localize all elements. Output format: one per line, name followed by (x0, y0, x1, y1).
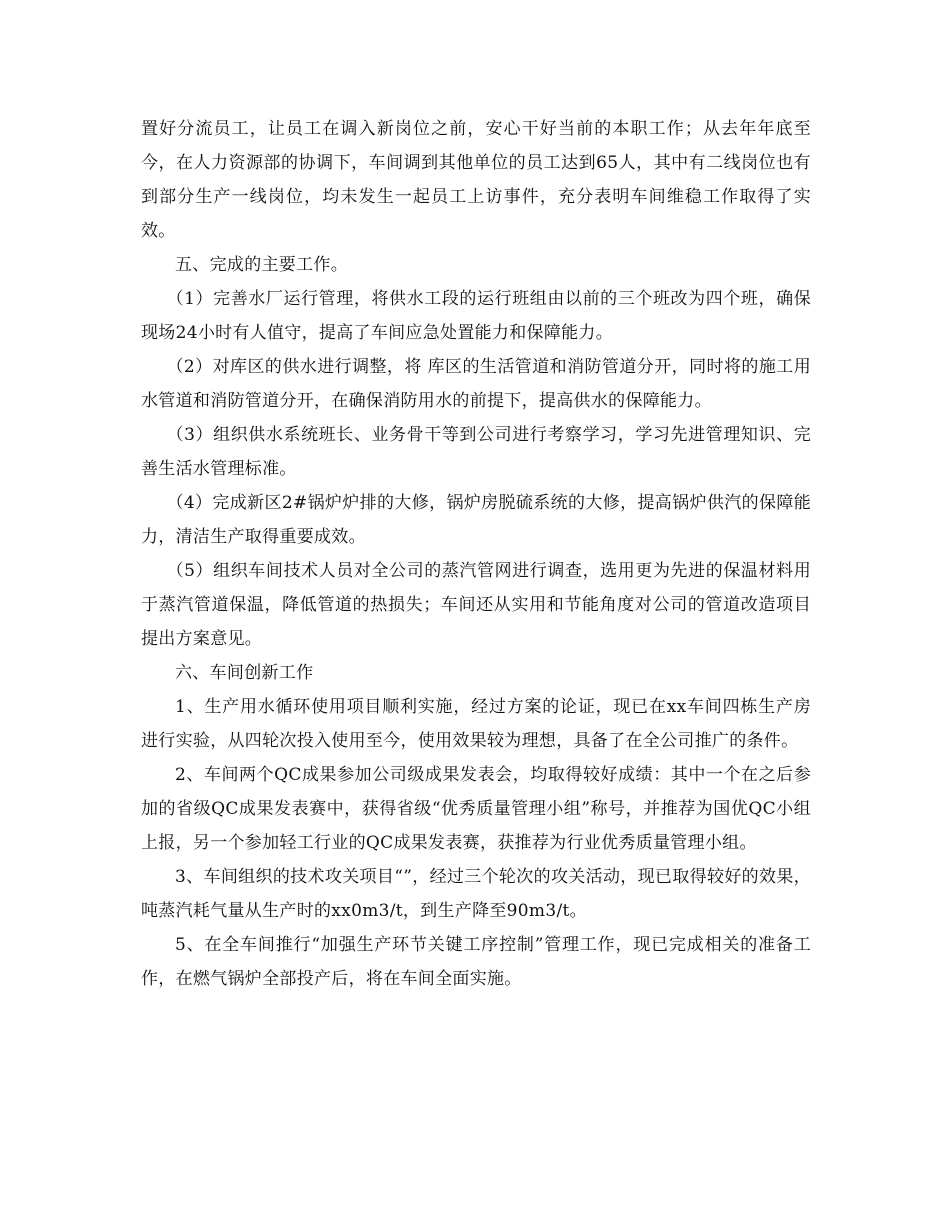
innovation-item-2: 2、车间两个QC成果参加公司级成果发表会，均取得较好成绩：其中一个在之后参加的省级QC成果发表赛中，获得省级“优秀质量管理小组”称号，并推荐为国优QC小组上报，另一个参加轻工行业的QC成果发表赛，获推荐为行业优秀质量管理小组。 (141, 765, 811, 853)
list-item-5: （5）组织车间技术人员对全公司的蒸汽管网进行调查，选用更为先进的保温材料用于蒸汽管道保温，降低管道的热损失；车间还从实用和节能角度对公司的管道改造项目提出方案意见。 (141, 561, 811, 649)
innovation-item-3: 3、车间组织的技术攻关项目“”，经过三个轮次的攻关活动，现已取得较好的效果，吨蒸汽耗气量从生产时的xx0m3/t，到生产降至90m3/t。 (141, 867, 811, 921)
paragraph-continuation: 置好分流员工，让员工在调入新岗位之前，安心干好当前的本职工作；从去年年底至今，在人力资源部的协调下，车间调到其他单位的员工达到65人，其中有二线岗位也有到部分生产一线岗位，均未发生一起员工上访事件，充分表明车间维稳工作取得了实效。 (141, 119, 811, 241)
list-item-3: （3）组织供水系统班长、业务骨干等到公司进行考察学习，学习先进管理知识、完善生活水管理标准。 (141, 425, 811, 479)
section-heading-5: 五、完成的主要工作。 (175, 255, 348, 275)
innovation-item-1: 1、生产用水循环使用项目顺利实施，经过方案的论证，现已在xx车间四栋生产房进行实验，从四轮次投入使用至今，使用效果较为理想，具备了在全公司推广的条件。 (141, 697, 811, 751)
list-item-2: （2）对库区的供水进行调整，将 库区的生活管道和消防管道分开，同时将的施工用水管道和消防管道分开，在确保消防用水的前提下，提高供水的保障能力。 (141, 357, 811, 411)
section-heading-6: 六、车间创新工作 (175, 663, 314, 683)
list-item-1: （1）完善水厂运行管理，将供水工段的运行班组由以前的三个班改为四个班，确保现场24小时有人值守，提高了车间应急处置能力和保障能力。 (141, 289, 811, 343)
innovation-item-5: 5、在全车间推行“加强生产环节关键工序控制”管理工作，现已完成相关的准备工作，在燃气锅炉全部投产后，将在车间全面实施。 (141, 935, 811, 989)
list-item-4: （4）完成新区2#锅炉炉排的大修，锅炉房脱硫系统的大修，提高锅炉供汽的保障能力，清洁生产取得重要成效。 (141, 493, 811, 547)
